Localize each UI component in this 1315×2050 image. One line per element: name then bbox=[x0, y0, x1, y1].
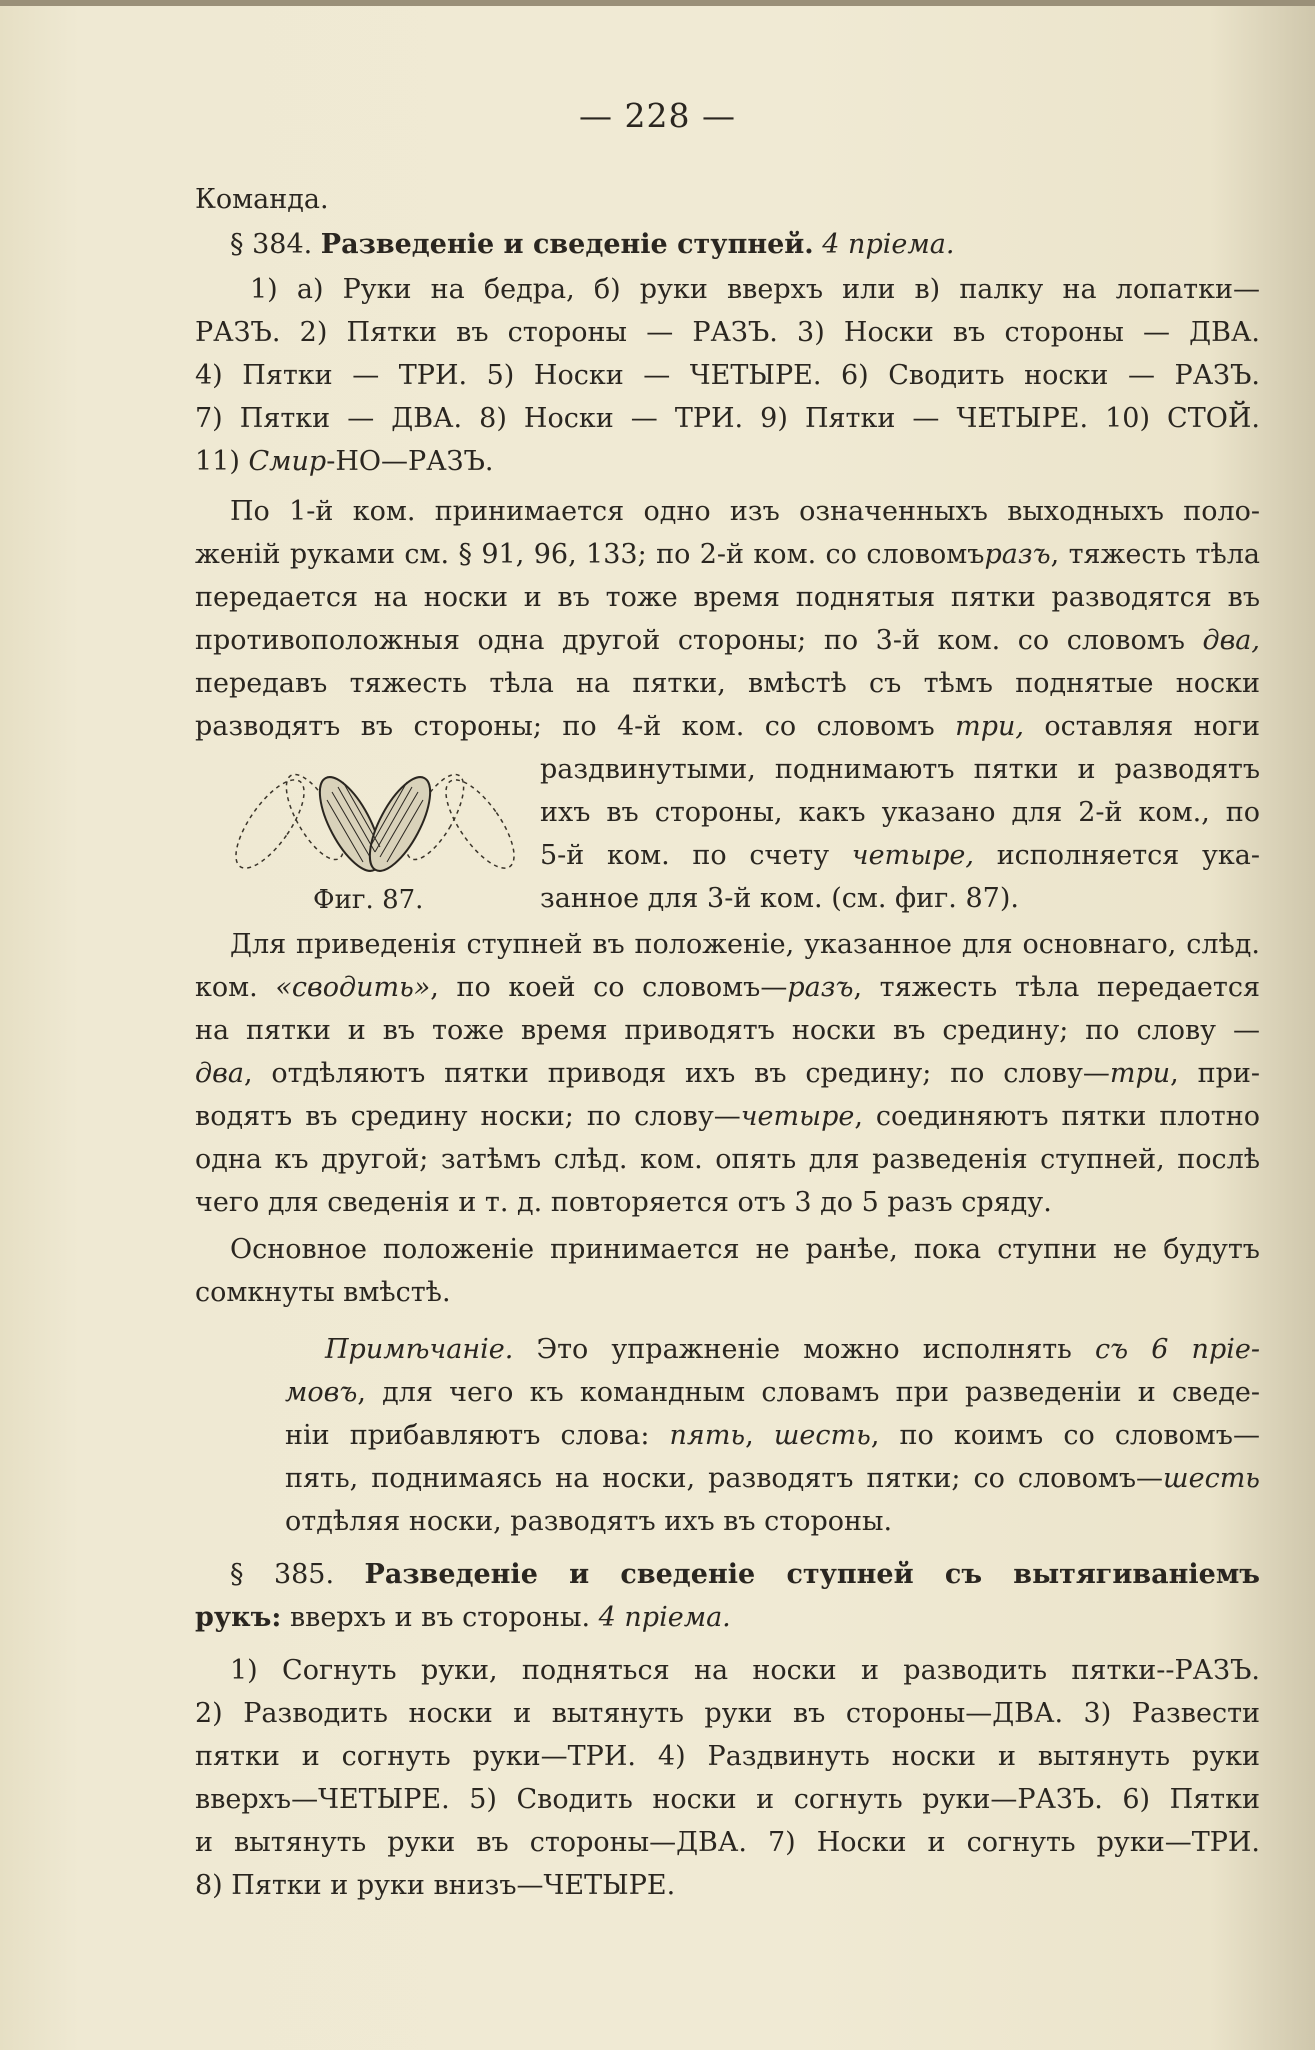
section-heading: § 384. Разведеніе и сведеніе ступней. 4 пріема. bbox=[230, 229, 955, 260]
text-line: рукъ: вверхъ и въ стороны. 4 пріема. bbox=[195, 1602, 731, 1633]
text-line: женій руками см. § 91, 96, 133; по 2-й ком. со словомъразъ, тяжесть тѣла bbox=[195, 539, 1261, 570]
text-line: передается на носки и въ тоже время поднятыя пятки разводятся въ bbox=[195, 582, 1260, 613]
text-line: одна къ другой; затѣмъ слѣд. ком. опять для разведенія ступней, послѣ bbox=[195, 1144, 1260, 1175]
text-line: разводятъ въ стороны; по 4-й ком. со словомъ три, оставляя ноги bbox=[195, 711, 1261, 742]
feet-diagram bbox=[210, 762, 540, 887]
text-line: два, отдѣляютъ пятки приводя ихъ въ средину; по слову—три, при- bbox=[195, 1058, 1260, 1089]
page-number: — 228 — bbox=[579, 96, 736, 135]
text-line: пятки и согнуть руки—ТРИ. 4) Раздвинуть носки и вытянуть руки bbox=[195, 1741, 1260, 1772]
text-line: 4) Пятки — ТРИ. 5) Носки — ЧЕТЫРЕ. 6) Сводить носки — РАЗЪ. bbox=[195, 360, 1260, 391]
section-heading: § 385. Разведеніе и сведеніе ступней съ вытягиваніемъ bbox=[230, 1559, 1260, 1590]
text-line: ком. «сводить», по коей со словомъ—разъ, тяжесть тѣла передается bbox=[195, 972, 1260, 1003]
text-line: противоположныя одна другой стороны; по 3-й ком. со словомъ два, bbox=[195, 625, 1260, 656]
text-line: 5-й ком. по счету четыре, исполняется ука- bbox=[540, 840, 1260, 871]
text-line: 1) а) Руки на бедра, б) руки вверхъ или в) палку на лопатки— bbox=[250, 274, 1260, 305]
text-line: Для приведенія ступней въ положеніе, указанное для основнаго, слѣд. bbox=[230, 929, 1260, 960]
figure-caption: Фиг. 87. bbox=[313, 885, 424, 915]
text-line: 1) Согнуть руки, подняться на носки и разводить пятки--РАЗЪ. bbox=[230, 1655, 1260, 1686]
text-line: 11) Смир-НО—РАЗЪ. bbox=[195, 446, 494, 477]
text-line: Основное положеніе принимается не ранѣе, пока ступни не будутъ bbox=[230, 1234, 1260, 1265]
text-line: ихъ въ стороны, какъ указано для 2-й ком., по bbox=[540, 797, 1260, 828]
note-line: мовъ, для чего къ командным словамъ при разведеніи и сведе- bbox=[285, 1377, 1260, 1408]
text-line: РАЗЪ. 2) Пятки въ стороны — РАЗЪ. 3) Носки въ стороны — ДВА. bbox=[195, 317, 1260, 348]
text-line: Команда. bbox=[195, 184, 329, 215]
text-line: 2) Разводить носки и вытянуть руки въ стороны—ДВА. 3) Развести bbox=[195, 1698, 1260, 1729]
text-line: вверхъ—ЧЕТЫРЕ. 5) Сводить носки и согнуть руки—РАЗЪ. 6) Пятки bbox=[195, 1784, 1260, 1815]
note-line: Примѣчаніе. Это упражненіе можно исполнять съ 6 пріе- bbox=[325, 1334, 1260, 1365]
page-edge bbox=[0, 0, 1315, 6]
text-line: 8) Пятки и руки внизъ—ЧЕТЫРЕ. bbox=[195, 1870, 676, 1901]
text-line: чего для сведенія и т. д. повторяется отъ 3 до 5 разъ сряду. bbox=[195, 1187, 1052, 1218]
text-line: раздвинутыми, поднимаютъ пятки и разводятъ bbox=[540, 754, 1260, 785]
text-line: сомкнуты вмѣстѣ. bbox=[195, 1277, 451, 1308]
note-line: ніи прибавляютъ слова: пять, шесть, по коимъ со словомъ— bbox=[285, 1420, 1260, 1451]
text-line: и вытянуть руки въ стороны—ДВА. 7) Носки и согнуть руки—ТРИ. bbox=[195, 1827, 1260, 1858]
figure-87 bbox=[210, 762, 540, 887]
text-line: на пятки и въ тоже время приводятъ носки въ средину; по слову — bbox=[195, 1015, 1260, 1046]
text-line: передавъ тяжесть тѣла на пятки, вмѣстѣ съ тѣмъ поднятые носки bbox=[195, 668, 1260, 699]
text-line: По 1-й ком. принимается одно изъ означенныхъ выходныхъ поло- bbox=[230, 496, 1260, 527]
text-line: 7) Пятки — ДВА. 8) Носки — ТРИ. 9) Пятки — ЧЕТЫРЕ. 10) СТОЙ. bbox=[195, 403, 1260, 434]
note-line: отдѣляя носки, разводятъ ихъ въ стороны. bbox=[285, 1506, 893, 1537]
text-line: занное для 3-й ком. (см. фиг. 87). bbox=[540, 883, 1019, 914]
text-line: водятъ въ средину носки; по слову—четыре, соединяютъ пятки плотно bbox=[195, 1101, 1260, 1132]
note-line: пять, поднимаясь на носки, разводятъ пятки; со словомъ—шесть bbox=[285, 1463, 1260, 1494]
